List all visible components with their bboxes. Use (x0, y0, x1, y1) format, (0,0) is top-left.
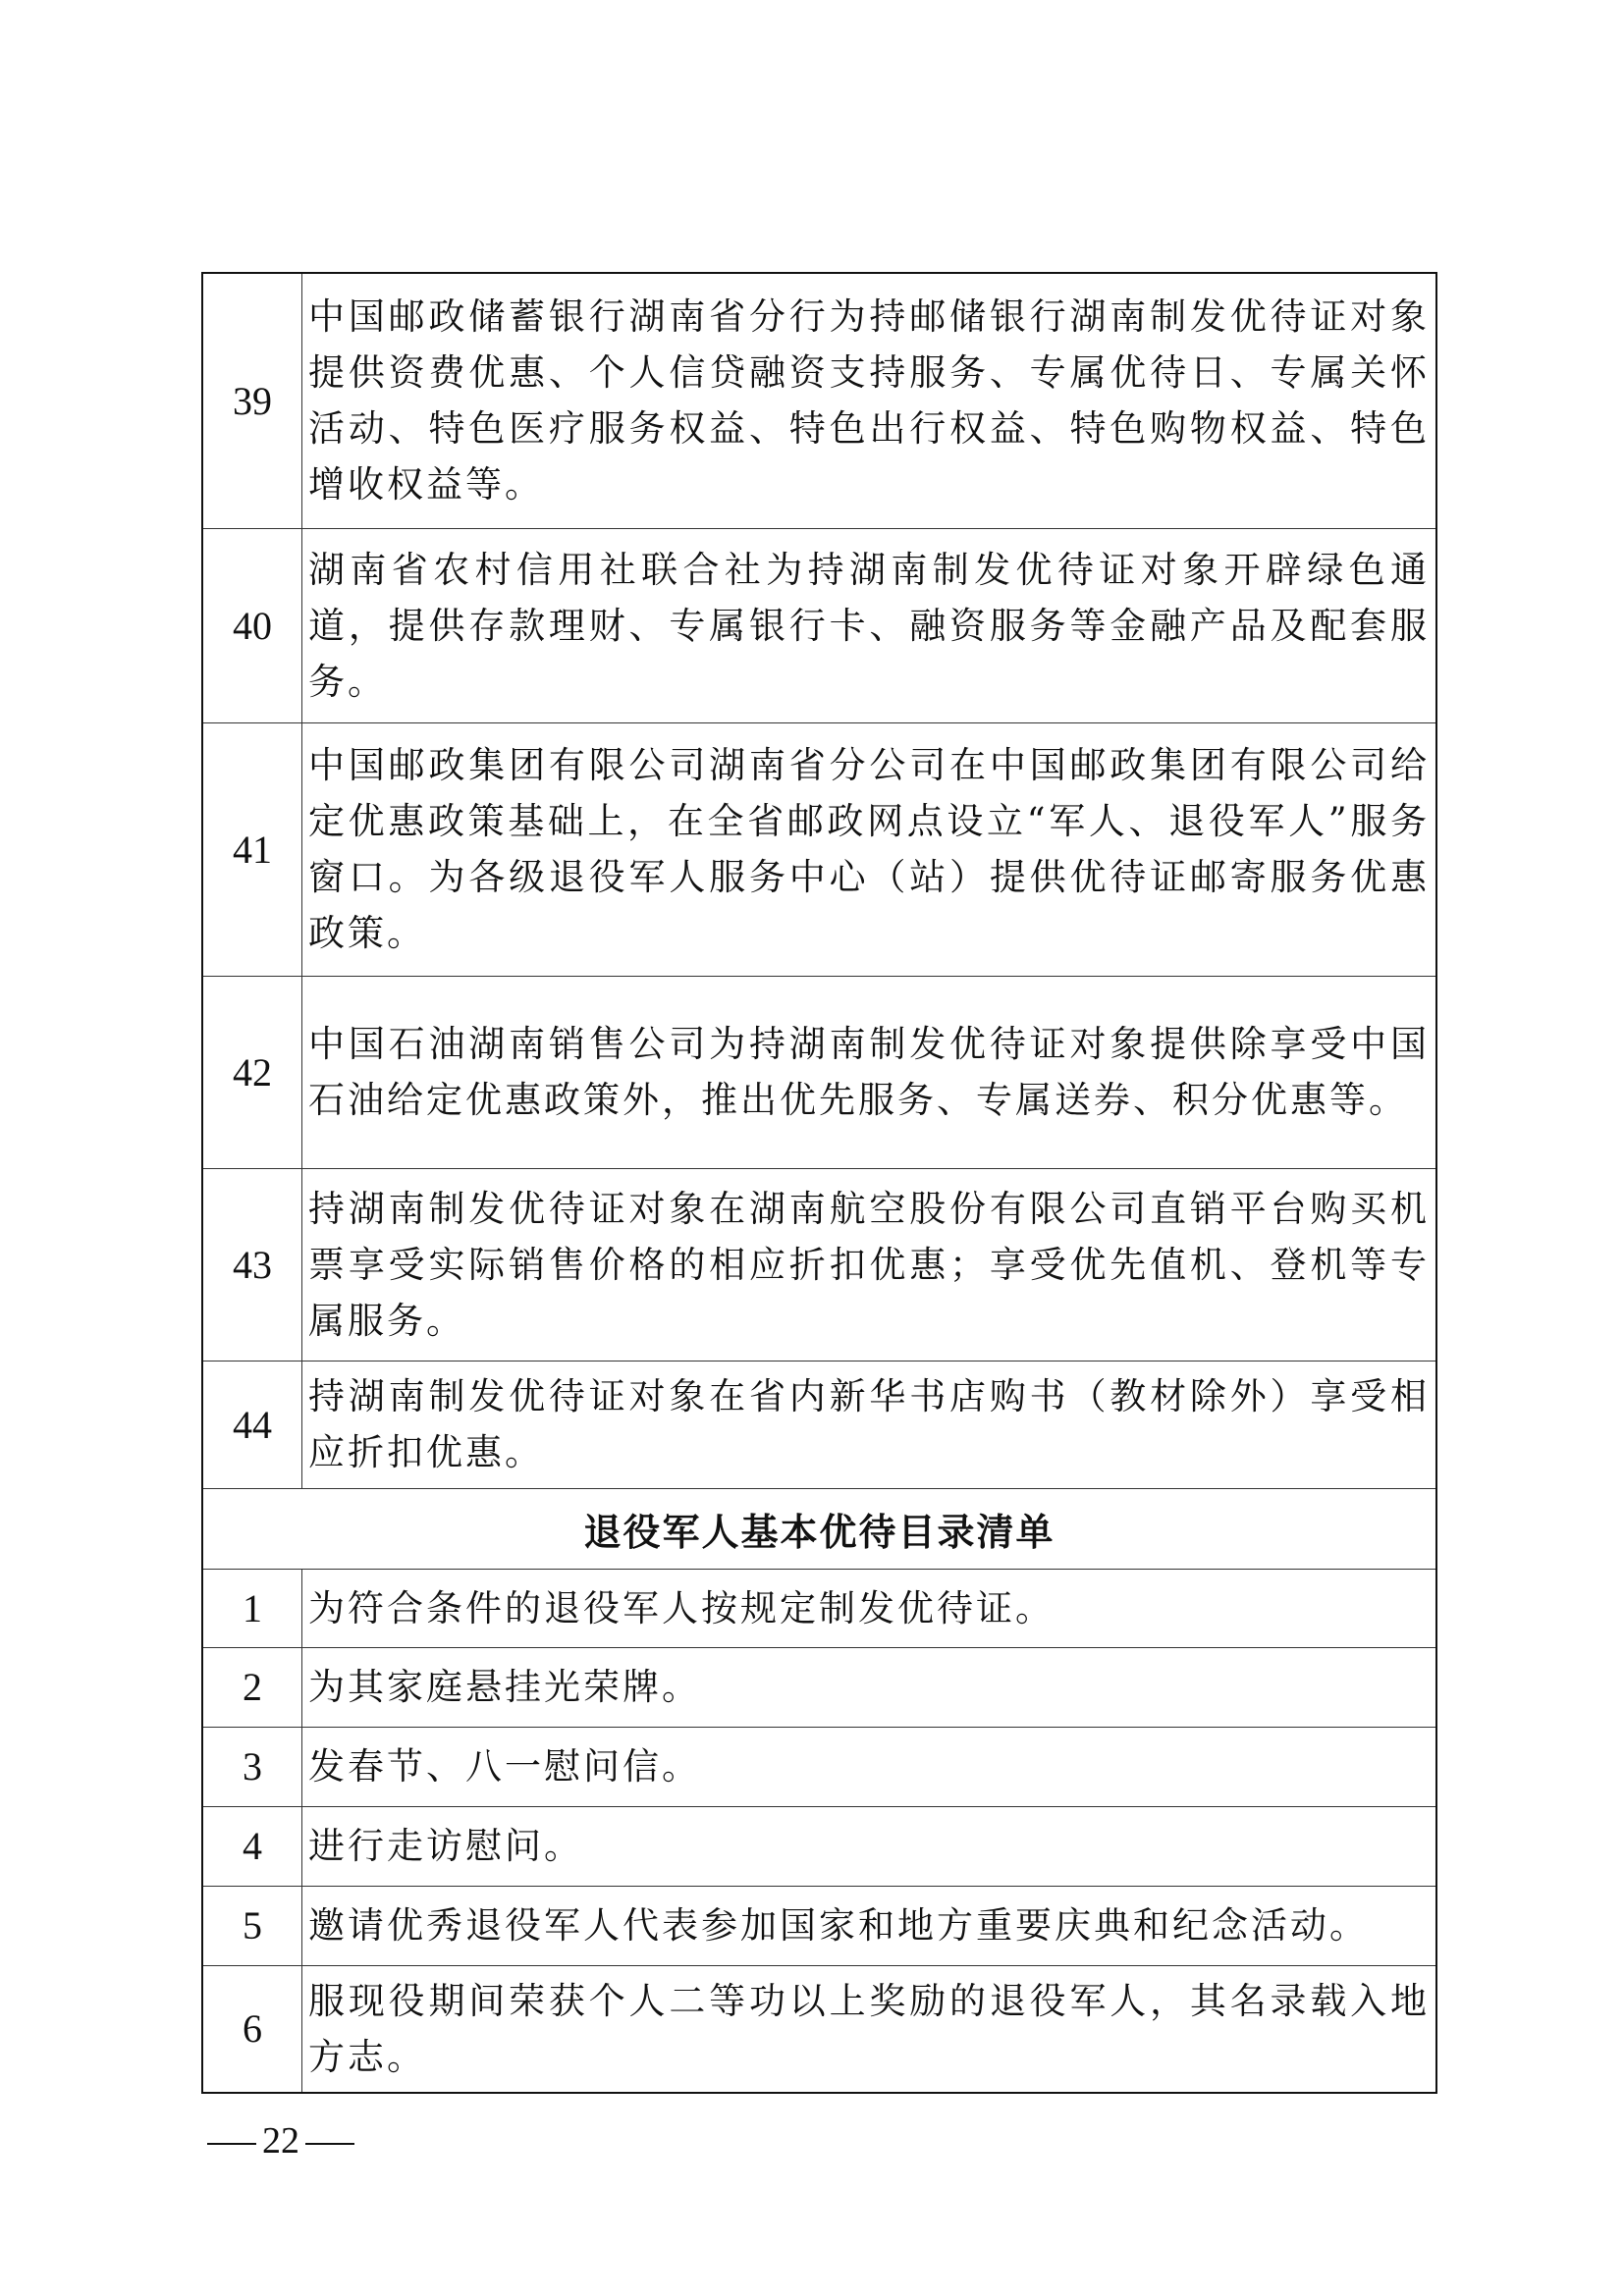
row-number: 3 (202, 1727, 302, 1806)
row-number: 2 (202, 1647, 302, 1727)
row-text: 为符合条件的退役军人按规定制发优待证。 (302, 1569, 1437, 1647)
page-number: 22 (262, 2120, 299, 2162)
table-row (202, 1168, 1436, 1361)
row-number: 43 (202, 1168, 302, 1361)
table-row (202, 273, 1436, 528)
row-text: 中国石油湖南销售公司为持湖南制发优待证对象提供除享受中国石油给定优惠政策外，推出优先服务、专属送券、积分优惠等。 (302, 976, 1437, 1168)
row-number: 44 (202, 1361, 302, 1488)
row-text: 邀请优秀退役军人代表参加国家和地方重要庆典和纪念活动。 (302, 1886, 1437, 1965)
section-title: 退役军人基本优待目录清单 (202, 1488, 1436, 1569)
table-row (202, 528, 1436, 722)
table-row (202, 1569, 1436, 1647)
row-text: 发春节、八一慰问信。 (302, 1727, 1437, 1806)
row-number: 1 (202, 1569, 302, 1647)
section-header-row (202, 1488, 1436, 1569)
row-number: 4 (202, 1806, 302, 1886)
table-row (202, 1806, 1436, 1886)
table-row (202, 722, 1436, 976)
table-row (202, 1647, 1436, 1727)
page-footer (201, 2119, 360, 2163)
row-text: 为其家庭悬挂光荣牌。 (302, 1647, 1437, 1727)
row-text: 湖南省农村信用社联合社为持湖南制发优待证对象开辟绿色通道，提供存款理财、专属银行卡、融资服务等金融产品及配套服务。 (302, 528, 1437, 722)
row-text: 服现役期间荣获个人二等功以上奖励的退役军人，其名录载入地方志。 (302, 1965, 1437, 2093)
row-number: 40 (202, 528, 302, 722)
table-row (202, 1886, 1436, 1965)
dash-right (305, 2143, 354, 2145)
row-number: 39 (202, 273, 302, 528)
row-text: 进行走访慰问。 (302, 1806, 1437, 1886)
dash-left (207, 2143, 256, 2145)
table-row (202, 1727, 1436, 1806)
row-number: 5 (202, 1886, 302, 1965)
row-number: 41 (202, 722, 302, 976)
table-row (202, 1965, 1436, 2093)
row-text: 持湖南制发优待证对象在省内新华书店购书（教材除外）享受相应折扣优惠。 (302, 1361, 1437, 1488)
row-text: 中国邮政储蓄银行湖南省分行为持邮储银行湖南制发优待证对象提供资费优惠、个人信贷融资支持服务、专属优待日、专属关怀活动、特色医疗服务权益、特色出行权益、特色购物权益、特色增收权益等。 (302, 273, 1437, 528)
row-text: 中国邮政集团有限公司湖南省分公司在中国邮政集团有限公司给定优惠政策基础上，在全省邮政网点设立“军人、退役军人”服务窗口。为各级退役军人服务中心（站）提供优待证邮寄服务优惠政策。 (302, 722, 1437, 976)
table-row (202, 1361, 1436, 1488)
row-text: 持湖南制发优待证对象在湖南航空股份有限公司直销平台购买机票享受实际销售价格的相应折扣优惠；享受优先值机、登机等专属服务。 (302, 1168, 1437, 1361)
benefits-table (201, 272, 1437, 2094)
row-number: 42 (202, 976, 302, 1168)
row-number: 6 (202, 1965, 302, 2093)
table-row (202, 976, 1436, 1168)
